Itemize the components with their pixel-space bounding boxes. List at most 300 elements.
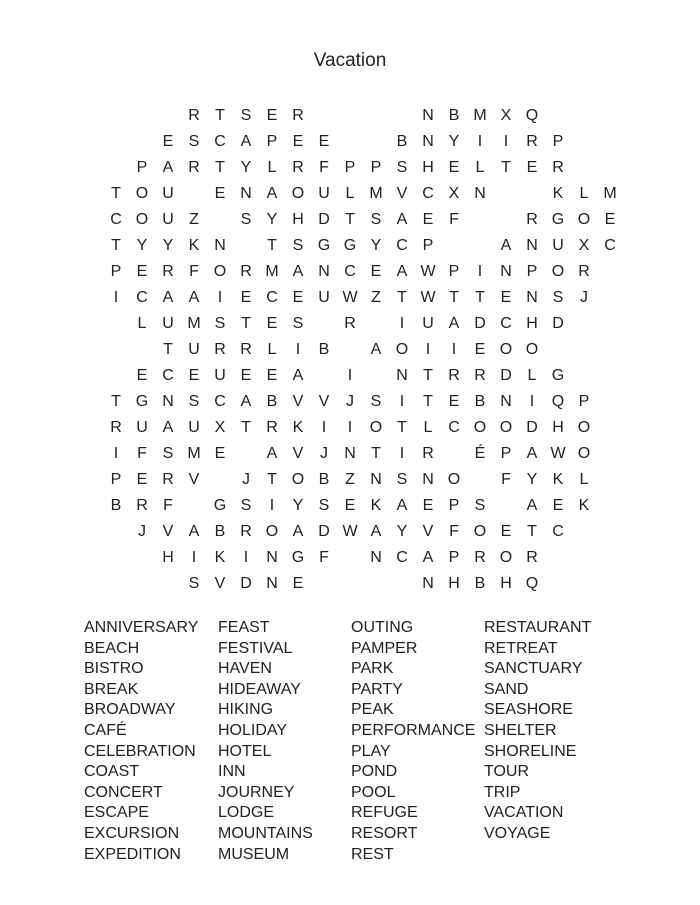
grid-letter[interactable]: R: [110, 419, 122, 436]
grid-letter[interactable]: A: [292, 523, 304, 540]
grid-letter[interactable]: W: [342, 289, 358, 306]
grid-letter[interactable]: W: [420, 289, 436, 306]
grid-letter[interactable]: N: [396, 367, 408, 384]
grid-letter[interactable]: U: [136, 419, 148, 436]
grid-letter[interactable]: I: [399, 393, 405, 410]
grid-letter[interactable]: O: [577, 445, 591, 462]
grid-letter[interactable]: A: [396, 263, 408, 280]
grid-letter[interactable]: E: [162, 133, 174, 150]
grid-letter[interactable]: G: [551, 367, 565, 384]
grid-letter[interactable]: O: [551, 263, 565, 280]
grid-letter[interactable]: R: [188, 107, 200, 124]
grid-letter[interactable]: S: [396, 159, 408, 176]
grid-letter[interactable]: E: [422, 211, 434, 228]
grid-letter[interactable]: A: [422, 549, 434, 566]
grid-letter[interactable]: B: [448, 107, 460, 124]
grid-letter[interactable]: U: [188, 341, 200, 358]
grid-letter[interactable]: K: [552, 185, 564, 202]
grid-letter[interactable]: A: [266, 185, 278, 202]
grid-letter[interactable]: T: [423, 367, 433, 384]
grid-letter[interactable]: A: [240, 393, 252, 410]
grid-letter[interactable]: R: [422, 445, 434, 462]
grid-letter[interactable]: A: [240, 133, 252, 150]
grid-letter[interactable]: T: [423, 393, 433, 410]
grid-letter[interactable]: A: [526, 445, 538, 462]
grid-letter[interactable]: Z: [189, 211, 199, 228]
grid-letter[interactable]: A: [162, 289, 174, 306]
grid-letter[interactable]: N: [526, 237, 538, 254]
grid-letter[interactable]: W: [420, 263, 436, 280]
grid-letter[interactable]: T: [397, 419, 407, 436]
grid-letter[interactable]: R: [214, 341, 226, 358]
grid-letter[interactable]: E: [474, 341, 486, 358]
grid-letter[interactable]: S: [552, 289, 564, 306]
grid-letter[interactable]: L: [475, 159, 485, 176]
grid-letter[interactable]: S: [318, 497, 330, 514]
grid-letter[interactable]: I: [503, 133, 509, 150]
grid-letter[interactable]: T: [397, 289, 407, 306]
grid-letter[interactable]: G: [135, 393, 149, 410]
grid-letter[interactable]: P: [526, 263, 538, 280]
grid-letter[interactable]: T: [215, 159, 225, 176]
grid-letter[interactable]: S: [370, 211, 382, 228]
grid-letter[interactable]: W: [342, 523, 358, 540]
grid-letter[interactable]: A: [370, 341, 382, 358]
grid-letter[interactable]: M: [473, 107, 487, 124]
grid-letter[interactable]: Y: [162, 237, 174, 254]
grid-letter[interactable]: B: [110, 497, 122, 514]
grid-letter[interactable]: H: [292, 211, 304, 228]
grid-letter[interactable]: H: [526, 315, 538, 332]
grid-letter[interactable]: E: [240, 289, 252, 306]
grid-letter[interactable]: S: [396, 471, 408, 488]
grid-letter[interactable]: C: [214, 133, 226, 150]
grid-letter[interactable]: E: [240, 367, 252, 384]
grid-letter[interactable]: Y: [526, 471, 538, 488]
grid-letter[interactable]: E: [136, 263, 148, 280]
grid-letter[interactable]: I: [529, 393, 535, 410]
grid-letter[interactable]: A: [500, 237, 512, 254]
grid-letter[interactable]: J: [242, 471, 250, 488]
grid-letter[interactable]: J: [320, 445, 328, 462]
grid-letter[interactable]: H: [552, 419, 564, 436]
grid-letter[interactable]: V: [422, 523, 434, 540]
grid-letter[interactable]: E: [292, 133, 304, 150]
grid-letter[interactable]: Q: [525, 107, 539, 124]
grid-letter[interactable]: A: [188, 289, 200, 306]
grid-letter[interactable]: M: [187, 315, 201, 332]
grid-letter[interactable]: A: [396, 211, 408, 228]
grid-letter[interactable]: I: [399, 315, 405, 332]
grid-letter[interactable]: C: [448, 419, 460, 436]
grid-letter[interactable]: F: [449, 523, 459, 540]
grid-letter[interactable]: P: [578, 393, 590, 410]
grid-letter[interactable]: Y: [448, 133, 460, 150]
grid-letter[interactable]: I: [347, 367, 353, 384]
grid-letter[interactable]: N: [370, 471, 382, 488]
grid-letter[interactable]: J: [138, 523, 146, 540]
grid-letter[interactable]: O: [395, 341, 409, 358]
grid-letter[interactable]: L: [579, 185, 589, 202]
grid-letter[interactable]: E: [500, 289, 512, 306]
grid-letter[interactable]: N: [422, 471, 434, 488]
grid-letter[interactable]: I: [191, 549, 197, 566]
grid-letter[interactable]: T: [215, 107, 225, 124]
grid-letter[interactable]: O: [291, 185, 305, 202]
grid-letter[interactable]: O: [447, 471, 461, 488]
grid-letter[interactable]: A: [448, 315, 460, 332]
grid-letter[interactable]: O: [135, 211, 149, 228]
grid-letter[interactable]: D: [552, 315, 564, 332]
grid-letter[interactable]: V: [162, 523, 174, 540]
grid-letter[interactable]: U: [162, 185, 174, 202]
grid-letter[interactable]: P: [110, 471, 122, 488]
grid-letter[interactable]: I: [217, 289, 223, 306]
grid-letter[interactable]: I: [321, 419, 327, 436]
grid-letter[interactable]: L: [527, 367, 537, 384]
grid-letter[interactable]: S: [162, 445, 174, 462]
grid-letter[interactable]: E: [448, 393, 460, 410]
grid-letter[interactable]: R: [344, 315, 356, 332]
grid-letter[interactable]: B: [474, 393, 486, 410]
grid-letter[interactable]: D: [318, 211, 330, 228]
grid-letter[interactable]: F: [501, 471, 511, 488]
grid-letter[interactable]: C: [500, 315, 512, 332]
grid-letter[interactable]: R: [526, 211, 538, 228]
grid-letter[interactable]: V: [396, 185, 408, 202]
grid-letter[interactable]: S: [188, 393, 200, 410]
grid-letter[interactable]: T: [527, 523, 537, 540]
grid-letter[interactable]: F: [449, 211, 459, 228]
grid-letter[interactable]: I: [295, 341, 301, 358]
grid-letter[interactable]: F: [319, 159, 329, 176]
grid-letter[interactable]: E: [526, 159, 538, 176]
grid-letter[interactable]: O: [265, 523, 279, 540]
grid-letter[interactable]: P: [266, 133, 278, 150]
grid-letter[interactable]: N: [422, 107, 434, 124]
grid-letter[interactable]: W: [550, 445, 566, 462]
grid-letter[interactable]: K: [292, 419, 304, 436]
grid-letter[interactable]: J: [346, 393, 354, 410]
grid-letter[interactable]: P: [344, 159, 356, 176]
grid-letter[interactable]: H: [500, 575, 512, 592]
grid-letter[interactable]: B: [318, 471, 330, 488]
grid-letter[interactable]: J: [580, 289, 588, 306]
grid-letter[interactable]: L: [345, 185, 355, 202]
grid-letter[interactable]: Y: [266, 211, 278, 228]
grid-letter[interactable]: P: [110, 263, 122, 280]
grid-letter[interactable]: I: [269, 497, 275, 514]
grid-letter[interactable]: Z: [371, 289, 381, 306]
grid-letter[interactable]: L: [423, 419, 433, 436]
grid-letter[interactable]: B: [318, 341, 330, 358]
grid-letter[interactable]: R: [162, 471, 174, 488]
grid-letter[interactable]: I: [399, 445, 405, 462]
grid-letter[interactable]: T: [371, 445, 381, 462]
grid-letter[interactable]: A: [292, 367, 304, 384]
grid-letter[interactable]: D: [500, 367, 512, 384]
grid-letter[interactable]: Y: [370, 237, 382, 254]
grid-letter[interactable]: M: [603, 185, 617, 202]
grid-letter[interactable]: I: [243, 549, 249, 566]
grid-letter[interactable]: E: [370, 263, 382, 280]
grid-letter[interactable]: A: [292, 263, 304, 280]
grid-letter[interactable]: É: [474, 445, 486, 462]
grid-letter[interactable]: R: [578, 263, 590, 280]
grid-letter[interactable]: T: [449, 289, 459, 306]
grid-letter[interactable]: N: [422, 575, 434, 592]
grid-letter[interactable]: U: [162, 315, 174, 332]
grid-letter[interactable]: A: [396, 497, 408, 514]
grid-letter[interactable]: N: [162, 393, 174, 410]
grid-letter[interactable]: T: [267, 237, 277, 254]
grid-letter[interactable]: E: [318, 133, 330, 150]
grid-letter[interactable]: H: [162, 549, 174, 566]
grid-letter[interactable]: X: [578, 237, 590, 254]
grid-letter[interactable]: O: [473, 419, 487, 436]
grid-letter[interactable]: R: [552, 159, 564, 176]
grid-letter[interactable]: S: [240, 211, 252, 228]
grid-letter[interactable]: D: [240, 575, 252, 592]
grid-letter[interactable]: K: [188, 237, 200, 254]
grid-letter[interactable]: E: [136, 367, 148, 384]
grid-letter[interactable]: P: [448, 497, 460, 514]
grid-letter[interactable]: C: [136, 289, 148, 306]
grid-letter[interactable]: R: [474, 367, 486, 384]
grid-letter[interactable]: M: [369, 185, 383, 202]
grid-letter[interactable]: P: [448, 549, 460, 566]
grid-letter[interactable]: F: [137, 445, 147, 462]
grid-letter[interactable]: E: [344, 497, 356, 514]
grid-letter[interactable]: N: [266, 549, 278, 566]
grid-letter[interactable]: X: [448, 185, 460, 202]
grid-letter[interactable]: N: [474, 185, 486, 202]
grid-letter[interactable]: F: [163, 497, 173, 514]
grid-letter[interactable]: Z: [345, 471, 355, 488]
grid-letter[interactable]: O: [499, 419, 513, 436]
grid-letter[interactable]: N: [318, 263, 330, 280]
grid-letter[interactable]: V: [292, 393, 304, 410]
grid-letter[interactable]: T: [345, 211, 355, 228]
grid-letter[interactable]: G: [551, 211, 565, 228]
grid-letter[interactable]: C: [214, 393, 226, 410]
grid-letter[interactable]: I: [113, 445, 119, 462]
grid-letter[interactable]: V: [318, 393, 330, 410]
grid-letter[interactable]: U: [422, 315, 434, 332]
grid-letter[interactable]: P: [370, 159, 382, 176]
grid-letter[interactable]: E: [448, 159, 460, 176]
grid-letter[interactable]: A: [266, 445, 278, 462]
grid-letter[interactable]: R: [526, 549, 538, 566]
grid-letter[interactable]: T: [111, 393, 121, 410]
grid-letter[interactable]: N: [500, 263, 512, 280]
grid-letter[interactable]: L: [267, 159, 277, 176]
grid-letter[interactable]: K: [578, 497, 590, 514]
grid-letter[interactable]: L: [137, 315, 147, 332]
grid-letter[interactable]: K: [214, 549, 226, 566]
grid-letter[interactable]: B: [214, 523, 226, 540]
grid-letter[interactable]: Q: [551, 393, 565, 410]
grid-letter[interactable]: N: [526, 289, 538, 306]
grid-letter[interactable]: D: [318, 523, 330, 540]
grid-letter[interactable]: M: [265, 263, 279, 280]
grid-letter[interactable]: A: [370, 523, 382, 540]
grid-letter[interactable]: H: [448, 575, 460, 592]
grid-letter[interactable]: S: [188, 575, 200, 592]
grid-letter[interactable]: F: [319, 549, 329, 566]
grid-letter[interactable]: E: [552, 497, 564, 514]
grid-letter[interactable]: N: [214, 237, 226, 254]
grid-letter[interactable]: O: [577, 211, 591, 228]
grid-letter[interactable]: E: [214, 185, 226, 202]
grid-letter[interactable]: V: [292, 445, 304, 462]
grid-letter[interactable]: C: [266, 289, 278, 306]
grid-letter[interactable]: T: [241, 419, 251, 436]
grid-letter[interactable]: T: [475, 289, 485, 306]
grid-letter[interactable]: O: [525, 341, 539, 358]
grid-letter[interactable]: S: [214, 315, 226, 332]
grid-letter[interactable]: C: [604, 237, 616, 254]
grid-letter[interactable]: C: [552, 523, 564, 540]
grid-letter[interactable]: K: [370, 497, 382, 514]
grid-letter[interactable]: Y: [240, 159, 252, 176]
grid-letter[interactable]: X: [500, 107, 512, 124]
grid-letter[interactable]: Y: [136, 237, 148, 254]
grid-letter[interactable]: E: [500, 523, 512, 540]
grid-letter[interactable]: T: [111, 237, 121, 254]
grid-letter[interactable]: K: [552, 471, 564, 488]
grid-letter[interactable]: E: [214, 445, 226, 462]
grid-letter[interactable]: I: [477, 133, 483, 150]
grid-letter[interactable]: G: [291, 549, 305, 566]
grid-letter[interactable]: M: [187, 445, 201, 462]
grid-letter[interactable]: P: [500, 445, 512, 462]
grid-letter[interactable]: O: [369, 419, 383, 436]
grid-letter[interactable]: E: [136, 471, 148, 488]
grid-letter[interactable]: P: [422, 237, 434, 254]
grid-letter[interactable]: I: [425, 341, 431, 358]
grid-letter[interactable]: E: [604, 211, 616, 228]
grid-letter[interactable]: I: [477, 263, 483, 280]
grid-letter[interactable]: C: [162, 367, 174, 384]
grid-letter[interactable]: N: [240, 185, 252, 202]
grid-letter[interactable]: E: [266, 315, 278, 332]
grid-letter[interactable]: C: [396, 549, 408, 566]
grid-letter[interactable]: A: [188, 523, 200, 540]
grid-letter[interactable]: S: [188, 133, 200, 150]
grid-letter[interactable]: O: [499, 549, 513, 566]
grid-letter[interactable]: A: [162, 159, 174, 176]
grid-letter[interactable]: U: [188, 419, 200, 436]
grid-letter[interactable]: A: [162, 419, 174, 436]
grid-letter[interactable]: D: [474, 315, 486, 332]
grid-letter[interactable]: E: [188, 367, 200, 384]
grid-letter[interactable]: U: [214, 367, 226, 384]
grid-letter[interactable]: N: [370, 549, 382, 566]
grid-letter[interactable]: N: [500, 393, 512, 410]
grid-letter[interactable]: D: [526, 419, 538, 436]
grid-letter[interactable]: I: [347, 419, 353, 436]
grid-letter[interactable]: P: [136, 159, 148, 176]
grid-letter[interactable]: Y: [396, 523, 408, 540]
grid-letter[interactable]: S: [292, 315, 304, 332]
grid-letter[interactable]: R: [136, 497, 148, 514]
grid-letter[interactable]: F: [189, 263, 199, 280]
grid-letter[interactable]: O: [135, 185, 149, 202]
grid-letter[interactable]: S: [240, 497, 252, 514]
grid-letter[interactable]: U: [318, 185, 330, 202]
grid-letter[interactable]: H: [422, 159, 434, 176]
grid-letter[interactable]: R: [292, 107, 304, 124]
grid-letter[interactable]: N: [422, 133, 434, 150]
grid-letter[interactable]: R: [474, 549, 486, 566]
grid-letter[interactable]: T: [267, 471, 277, 488]
grid-letter[interactable]: B: [396, 133, 408, 150]
grid-letter[interactable]: P: [552, 133, 564, 150]
grid-letter[interactable]: B: [266, 393, 278, 410]
grid-letter[interactable]: S: [474, 497, 486, 514]
grid-letter[interactable]: G: [213, 497, 227, 514]
grid-letter[interactable]: V: [188, 471, 200, 488]
grid-letter[interactable]: R: [526, 133, 538, 150]
grid-letter[interactable]: U: [318, 289, 330, 306]
grid-letter[interactable]: L: [267, 341, 277, 358]
grid-letter[interactable]: C: [110, 211, 122, 228]
grid-letter[interactable]: E: [422, 497, 434, 514]
grid-letter[interactable]: X: [214, 419, 226, 436]
grid-letter[interactable]: O: [577, 419, 591, 436]
grid-letter[interactable]: T: [241, 315, 251, 332]
grid-letter[interactable]: R: [188, 159, 200, 176]
grid-letter[interactable]: I: [451, 341, 457, 358]
grid-letter[interactable]: G: [317, 237, 331, 254]
grid-letter[interactable]: N: [344, 445, 356, 462]
grid-letter[interactable]: Q: [525, 575, 539, 592]
grid-letter[interactable]: E: [266, 367, 278, 384]
grid-letter[interactable]: O: [291, 471, 305, 488]
grid-letter[interactable]: V: [214, 575, 226, 592]
grid-letter[interactable]: R: [240, 523, 252, 540]
grid-letter[interactable]: R: [266, 419, 278, 436]
grid-letter[interactable]: R: [162, 263, 174, 280]
grid-letter[interactable]: O: [499, 341, 513, 358]
grid-letter[interactable]: A: [526, 497, 538, 514]
grid-letter[interactable]: O: [473, 523, 487, 540]
grid-letter[interactable]: I: [113, 289, 119, 306]
grid-letter[interactable]: T: [501, 159, 511, 176]
grid-letter[interactable]: S: [292, 237, 304, 254]
grid-letter[interactable]: C: [422, 185, 434, 202]
grid-letter[interactable]: C: [344, 263, 356, 280]
grid-letter[interactable]: R: [240, 263, 252, 280]
grid-letter[interactable]: T: [111, 185, 121, 202]
grid-letter[interactable]: R: [448, 367, 460, 384]
grid-letter[interactable]: R: [292, 159, 304, 176]
grid-letter[interactable]: E: [266, 107, 278, 124]
grid-letter[interactable]: E: [292, 289, 304, 306]
grid-letter[interactable]: U: [162, 211, 174, 228]
grid-letter[interactable]: T: [163, 341, 173, 358]
grid-letter[interactable]: R: [240, 341, 252, 358]
grid-letter[interactable]: P: [448, 263, 460, 280]
grid-letter[interactable]: N: [266, 575, 278, 592]
grid-letter[interactable]: C: [396, 237, 408, 254]
grid-letter[interactable]: G: [343, 237, 357, 254]
grid-letter[interactable]: O: [213, 263, 227, 280]
grid-letter[interactable]: S: [370, 393, 382, 410]
grid-letter[interactable]: Y: [292, 497, 304, 514]
grid-letter[interactable]: E: [292, 575, 304, 592]
